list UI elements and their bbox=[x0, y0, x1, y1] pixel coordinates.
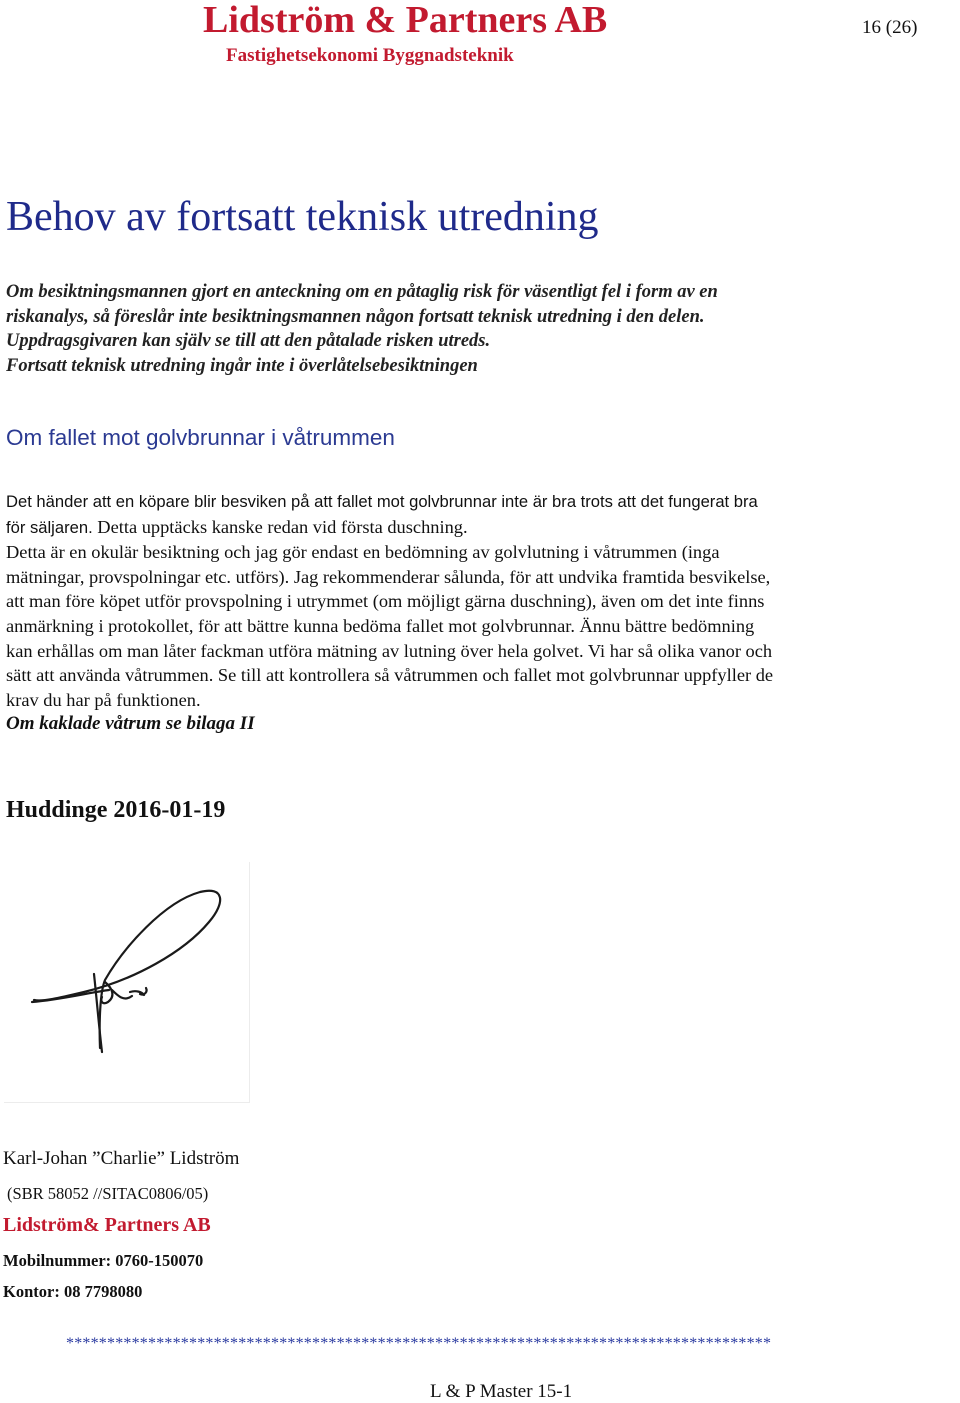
section-heading: Behov av fortsatt teknisk utredning bbox=[6, 194, 599, 240]
body-line: Det händer att en köpare blir besviken på att fallet mot golvbrunnar inte är bra trots att det fungerat bra bbox=[6, 492, 758, 511]
body-line bbox=[6, 515, 946, 541]
subsection-heading: Om fallet mot golvbrunnar i våtrummen bbox=[6, 425, 395, 450]
body-line: anmärkning i protokollet, för att bättre kunna bedöma fallet mot golvbrunnar. Ännu bättre bedömning bbox=[6, 615, 755, 636]
signature-image bbox=[4, 862, 250, 1103]
company-subtitle: Fastighetsekonomi Byggnadsteknik bbox=[226, 45, 514, 66]
body-line: kan erhållas om man låter fackman utföra mätning av lutning över hela golvet. Vi har så olika vanor och bbox=[6, 640, 773, 661]
signatory-name: Karl-Johan ”Charlie” Lidström bbox=[3, 1148, 240, 1169]
body-line: sätt att använda våtrummen. Se till att kontrollera så våtrummen och fallet mot golvbrunnar uppfyller de bbox=[6, 665, 774, 686]
body-line: krav du har på funktionen. bbox=[6, 689, 201, 710]
page-number: 16 (26) bbox=[862, 17, 918, 38]
signatory-office: Kontor: 08 7798080 bbox=[3, 1282, 143, 1301]
intro-line: Om besiktningsmannen gjort en anteckning om en påtaglig risk för väsentligt fel i form av en bbox=[6, 282, 718, 302]
body-text bbox=[6, 490, 946, 737]
signatory-certification: (SBR 58052 //SITAC0806/05) bbox=[7, 1184, 209, 1203]
place-date: Huddinge 2016-01-19 bbox=[6, 797, 226, 823]
footer-master: L & P Master 15-1 bbox=[430, 1381, 573, 1402]
body-line-start: för säljaren. bbox=[6, 517, 93, 537]
signatory-mobile: Mobilnummer: 0760-150070 bbox=[3, 1251, 204, 1270]
footer-separator: ************************************************************************************** bbox=[66, 1335, 772, 1352]
intro-line: Fortsatt teknisk utredning ingår inte i överlåtelsebesiktningen bbox=[6, 355, 478, 376]
handwritten-signature bbox=[4, 862, 249, 1102]
company-title: Lidström & Partners AB bbox=[203, 0, 608, 41]
intro-line: Uppdragsgivaren kan själv se till att den påtalade risken utreds. bbox=[6, 331, 491, 351]
signatory-company: Lidström& Partners AB bbox=[3, 1214, 211, 1236]
body-line: mätningar, provspolningar etc. utförs). Jag rekommenderar sålunda, för att undvika framtida besvikelse, bbox=[6, 566, 771, 587]
intro-paragraph bbox=[6, 280, 956, 378]
intro-line: riskanalys, så föreslår inte besiktningsmannen någon fortsatt teknisk utredning i den delen. bbox=[6, 306, 705, 327]
body-line-tail: Detta upptäcks kanske redan vid första duschning. bbox=[92, 516, 468, 537]
body-line: att man före köpet utför provspolning i utrymmet (om möjligt gärna duschning), även om det inte finns bbox=[6, 591, 765, 612]
body-line: Detta är en okulär besiktning och jag gör endast en bedömning av golvlutning i våtrummen (inga bbox=[6, 542, 720, 563]
bilaga-reference: Om kaklade våtrum se bilaga II bbox=[6, 713, 255, 735]
